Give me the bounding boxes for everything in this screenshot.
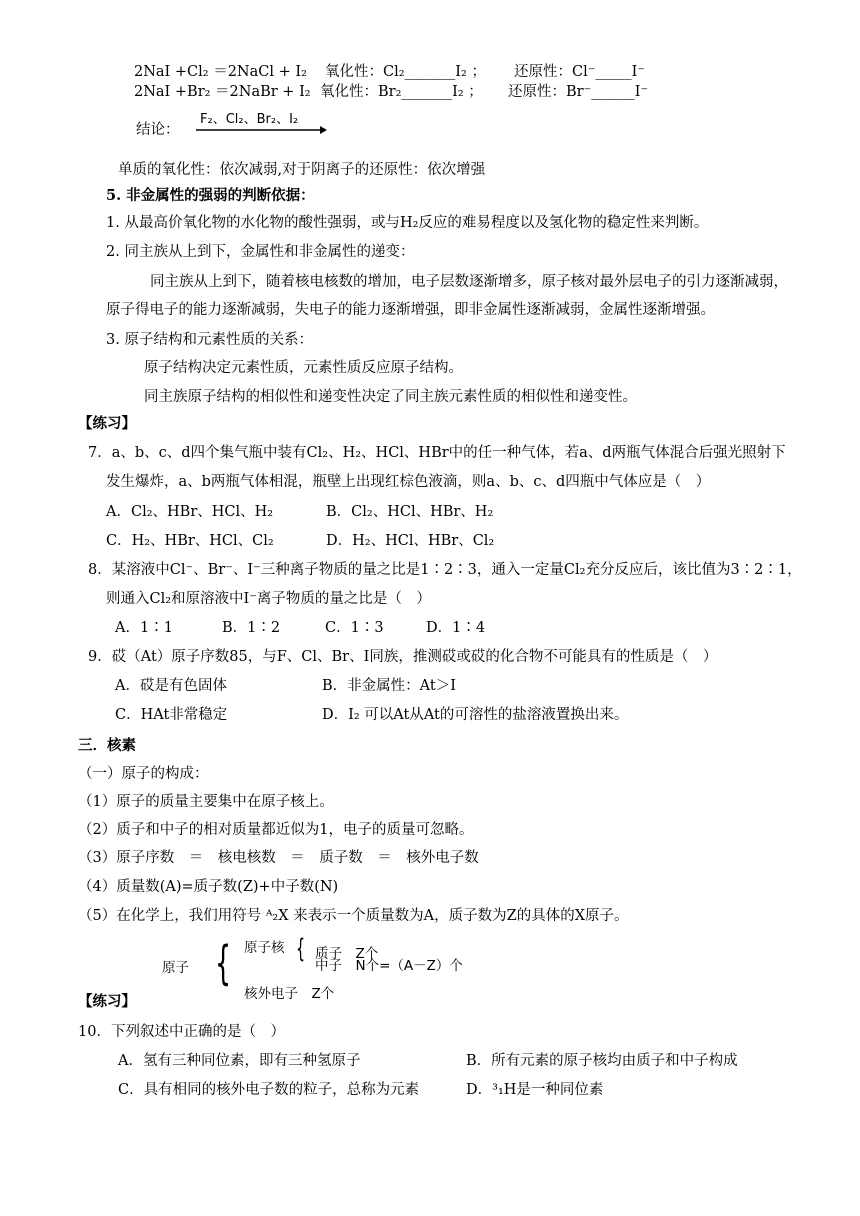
section-5-point-2-line-1: 同主族从上到下，随着核电核数的增加，电子层数逐渐增多，原子核对最外层电子的引力逐渐减弱， [150,274,788,290]
section-5-point-2: 2. 同主族从上到下，金属性和非金属性的递变： [106,244,415,260]
practice-heading-2: 【练习】 [78,993,136,1010]
question-7-option-c: C．H₂、HBr、HCl、Cl₂ [106,533,274,549]
question-8-option-b: B．1∶2 [222,620,281,636]
question-9-option-c: C．HAt非常稳定 [115,707,228,723]
reduction-compare-1: 还原性：Cl⁻_____I⁻ [514,64,646,80]
section-3-item-3: （3）原子序数 ＝ 核电核数 ＝ 质子数 ＝ 核外电子数 [78,850,479,866]
question-8-line-1: 8．某溶液中Cl⁻、Br⁻、I⁻三种离子物质的量之比是1∶2∶3，通入一定量Cl₂充分反应后，该比值为3∶2∶1， [88,562,802,578]
section-3-subtitle: （一）原子的构成： [78,766,209,782]
section-5-point-1: 1. 从最高价氧化物的水化物的酸性强弱，或与H₂反应的难易程度以及氢化物的稳定性来判断。 [106,215,709,231]
reduction-compare-2: 还原性：Br⁻______I⁻ [508,84,649,100]
diagram-atom-label: 原子 [162,960,189,976]
section-5-point-2-line-2: 原子得电子的能力逐渐减弱，失电子的能力逐渐增强，即非金属性逐渐减弱，金属性逐渐增强。 [106,302,715,318]
section-3-item-5: （5）在化学上，我们用符号 ᴬ₂X 来表示一个质量数为A，质子数为Z的具体的X原子。 [78,908,629,924]
section-5-point-3-line-2: 同主族原子结构的相似性和递变性决定了同主族元素性质的相似性和递变性。 [144,389,637,405]
question-10-option-b: B．所有元素的原子核均由质子和中子构成 [466,1053,738,1069]
section-3-item-1: （1）原子的质量主要集中在原子核上。 [78,794,334,810]
question-8-line-2: 则通入Cl₂和原溶液中I⁻离子物质的量之比是（ ） [106,591,431,607]
question-9-option-a: A．砹是有色固体 [115,678,227,694]
section-3-item-4: （4）质量数(A)=质子数(Z)+中子数(N) [78,879,339,895]
section-5-point-3: 3. 原子结构和元素性质的关系： [106,332,313,348]
question-7-line-1: 7．a、b、c、d四个集气瓶中装有Cl₂、H₂、HCl、HBr中的任一种气体，若a、d两瓶气体混合后强光照射下 [88,445,786,461]
equation-2: 2NaI +Br₂ ＝2NaBr + I₂ [134,84,311,100]
question-10-option-a: A．氢有三种同位素，即有三种氢原子 [118,1053,361,1069]
diagram-sub-brace-icon: { [296,934,306,964]
conclusion-arrow-text: F₂、Cl₂、Br₂、I₂ [200,112,299,127]
diagram-electron-label: 核外电子 Z个 [244,986,335,1002]
question-7-option-a: A．Cl₂、HBr、HCl、H₂ [106,504,274,520]
section-3-item-2: （2）质子和中子的相对质量都近似为1，电子的质量可忽略。 [78,822,474,838]
question-9-option-d: D．I₂ 可以At从At的可溶性的盐溶液置换出来。 [322,707,629,723]
question-7-option-d: D．H₂、HCl、HBr、Cl₂ [326,533,495,549]
oxidation-compare-2: 氧化性：Br₂_______I₂ ； [320,84,483,100]
oxidation-compare-1: 氧化性：Cl₂_______I₂ ； [325,64,486,80]
conclusion-label: 结论： [136,122,180,138]
question-8-option-d: D．1∶4 [426,620,486,636]
diagram-proton-label: 质子 Z个 [315,946,379,962]
question-10-option-c: C．具有相同的核外电子数的粒子，总称为元素 [118,1082,420,1098]
equation-1: 2NaI +Cl₂ ＝2NaCl + I₂ [134,64,307,80]
question-9-option-b: B．非金属性：At＞I [322,678,456,694]
section-5-title: 5. 非金属性的强弱的判断依据： [106,187,315,204]
section-3-title: 三．核素 [78,737,136,754]
question-9-line-1: 9．砹（At）原子序数85，与F、Cl、Br、I同族，推测砹或砹的化合物不可能具有的性质是（ ） [88,649,718,665]
question-8-option-c: C．1∶3 [325,620,384,636]
practice-heading-1: 【练习】 [78,415,136,432]
diagram-nucleus-label: 原子核 [244,940,285,956]
question-7-option-b: B．Cl₂、HCl、HBr、H₂ [326,504,494,520]
question-10-option-d: D．³₁H是一种同位素 [466,1082,604,1098]
question-8-option-a: A．1∶1 [115,620,173,636]
question-7-line-2: 发生爆炸，a、b两瓶气体相混，瓶壁上出现红棕色液滴，则a、b、c、d四瓶中气体应是（ ） [106,474,711,490]
question-10-stem: 10．下列叙述中正确的是（ ） [78,1024,285,1040]
diagram-brace-icon: { [215,936,232,990]
section-5-point-3-line-1: 原子结构决定元素性质，元素性质反应原子结构。 [144,360,463,376]
conclusion-summary: 单质的氧化性：依次减弱,对于阴离子的还原性：依次增强 [118,162,486,178]
diagram-neutron-label: 中子 N个=（A－Z）个 [315,958,463,974]
conclusion-arrow-icon [196,124,328,136]
